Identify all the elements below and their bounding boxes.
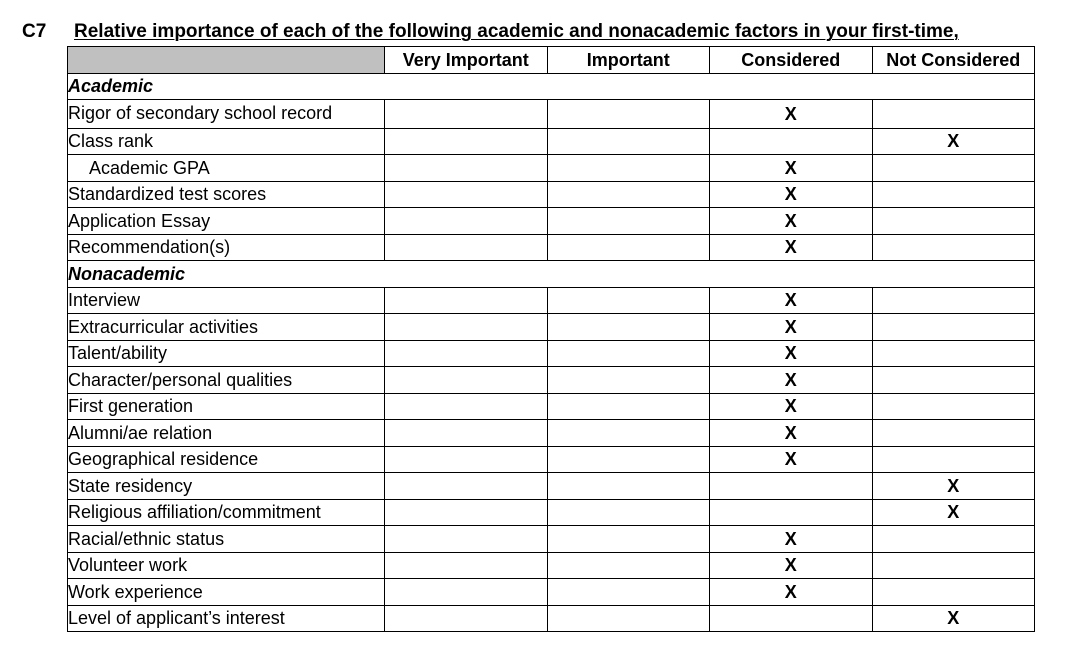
table-body	[68, 73, 1035, 632]
table-row	[68, 393, 1035, 420]
rating-cell	[385, 420, 548, 447]
rating-mark: X	[710, 314, 873, 341]
rating-cell	[547, 287, 710, 314]
table-row	[68, 340, 1035, 367]
rating-cell	[872, 367, 1035, 394]
table-row	[68, 287, 1035, 314]
rating-mark: X	[710, 579, 873, 606]
column-header: Very Important	[385, 47, 548, 74]
rating-cell	[872, 287, 1035, 314]
rating-mark: X	[872, 605, 1035, 632]
table-row	[68, 605, 1035, 632]
table-row	[68, 128, 1035, 155]
table-row	[68, 100, 1035, 129]
rating-mark: X	[710, 446, 873, 473]
section-title: Nonacademic	[68, 261, 1035, 288]
section-title: Academic	[68, 73, 1035, 100]
question-heading	[22, 20, 1062, 44]
rating-cell	[547, 499, 710, 526]
rating-cell	[385, 100, 548, 129]
factors-table	[67, 46, 1035, 632]
rating-cell	[872, 446, 1035, 473]
rating-cell	[385, 552, 548, 579]
column-header: Not Considered	[872, 47, 1035, 74]
table-row	[68, 579, 1035, 606]
rating-cell	[547, 181, 710, 208]
rating-cell	[710, 605, 873, 632]
rating-cell	[547, 340, 710, 367]
rating-cell	[385, 526, 548, 553]
factor-label: Standardized test scores	[68, 181, 385, 208]
rating-cell	[547, 314, 710, 341]
rating-cell	[872, 526, 1035, 553]
rating-mark: X	[710, 420, 873, 447]
column-header: Considered	[710, 47, 873, 74]
rating-cell	[385, 446, 548, 473]
table-row	[68, 367, 1035, 394]
rating-cell	[872, 393, 1035, 420]
rating-cell	[385, 499, 548, 526]
rating-cell	[385, 367, 548, 394]
rating-cell	[872, 181, 1035, 208]
rating-cell	[385, 314, 548, 341]
rating-cell	[547, 552, 710, 579]
table-row	[68, 181, 1035, 208]
rating-cell	[872, 579, 1035, 606]
rating-cell	[547, 208, 710, 235]
factor-label: State residency	[68, 473, 385, 500]
factor-label: Racial/ethnic status	[68, 526, 385, 553]
factor-label: Work experience	[68, 579, 385, 606]
table-row	[68, 552, 1035, 579]
rating-cell	[547, 473, 710, 500]
rating-cell	[872, 340, 1035, 367]
rating-mark: X	[710, 340, 873, 367]
rating-cell	[872, 234, 1035, 261]
factor-label: Rigor of secondary school record	[68, 100, 385, 129]
rating-cell	[385, 605, 548, 632]
table-row	[68, 314, 1035, 341]
rating-mark: X	[872, 499, 1035, 526]
rating-cell	[872, 420, 1035, 447]
table-row	[68, 155, 1035, 182]
rating-cell	[872, 155, 1035, 182]
table-row	[68, 473, 1035, 500]
table-row	[68, 499, 1035, 526]
rating-cell	[385, 181, 548, 208]
rating-cell	[547, 393, 710, 420]
rating-cell	[547, 579, 710, 606]
rating-mark: X	[710, 208, 873, 235]
rating-cell	[385, 579, 548, 606]
header-corner	[68, 47, 385, 74]
rating-mark: X	[710, 287, 873, 314]
factor-label: Religious affiliation/commitment	[68, 499, 385, 526]
factor-label: Extracurricular activities	[68, 314, 385, 341]
rating-mark: X	[710, 367, 873, 394]
rating-mark: X	[872, 473, 1035, 500]
table-row	[68, 208, 1035, 235]
rating-cell	[872, 314, 1035, 341]
factor-label: Level of applicant’s interest	[68, 605, 385, 632]
factor-label: Character/personal qualities	[68, 367, 385, 394]
rating-cell	[547, 446, 710, 473]
table-row	[68, 420, 1035, 447]
factor-label: Geographical residence	[68, 446, 385, 473]
rating-cell	[547, 155, 710, 182]
rating-cell	[547, 367, 710, 394]
rating-cell	[872, 552, 1035, 579]
rating-cell	[710, 128, 873, 155]
rating-mark: X	[710, 100, 873, 129]
rating-cell	[872, 208, 1035, 235]
factor-label: Alumni/ae relation	[68, 420, 385, 447]
question-text: Relative importance of each of the following academic and nonacademic factors in your first-time,	[74, 21, 959, 42]
rating-mark: X	[710, 393, 873, 420]
factor-label: Application Essay	[68, 208, 385, 235]
rating-mark: X	[710, 234, 873, 261]
section-row	[68, 261, 1035, 288]
rating-mark: X	[710, 552, 873, 579]
rating-cell	[547, 420, 710, 447]
factor-label: Talent/ability	[68, 340, 385, 367]
table-row	[68, 234, 1035, 261]
rating-cell	[547, 128, 710, 155]
rating-cell	[547, 526, 710, 553]
factor-label: Recommendation(s)	[68, 234, 385, 261]
rating-cell	[385, 234, 548, 261]
factor-label: First generation	[68, 393, 385, 420]
rating-cell	[710, 499, 873, 526]
rating-mark: X	[710, 526, 873, 553]
rating-cell	[547, 234, 710, 261]
rating-cell	[385, 208, 548, 235]
factor-label: Class rank	[68, 128, 385, 155]
rating-cell	[385, 340, 548, 367]
section-row	[68, 73, 1035, 100]
rating-cell	[547, 100, 710, 129]
factor-label: Interview	[68, 287, 385, 314]
rating-cell	[385, 128, 548, 155]
column-header: Important	[547, 47, 710, 74]
rating-mark: X	[710, 155, 873, 182]
rating-cell	[385, 393, 548, 420]
rating-cell	[872, 100, 1035, 129]
table-row	[68, 526, 1035, 553]
question-number: C7	[22, 21, 47, 42]
factor-label: Volunteer work	[68, 552, 385, 579]
rating-cell	[385, 155, 548, 182]
header-row	[68, 47, 1035, 74]
rating-mark: X	[872, 128, 1035, 155]
rating-mark: X	[710, 181, 873, 208]
rating-cell	[547, 605, 710, 632]
rating-cell	[385, 473, 548, 500]
factor-label: Academic GPA	[68, 155, 385, 182]
rating-cell	[710, 473, 873, 500]
rating-cell	[385, 287, 548, 314]
table-row	[68, 446, 1035, 473]
